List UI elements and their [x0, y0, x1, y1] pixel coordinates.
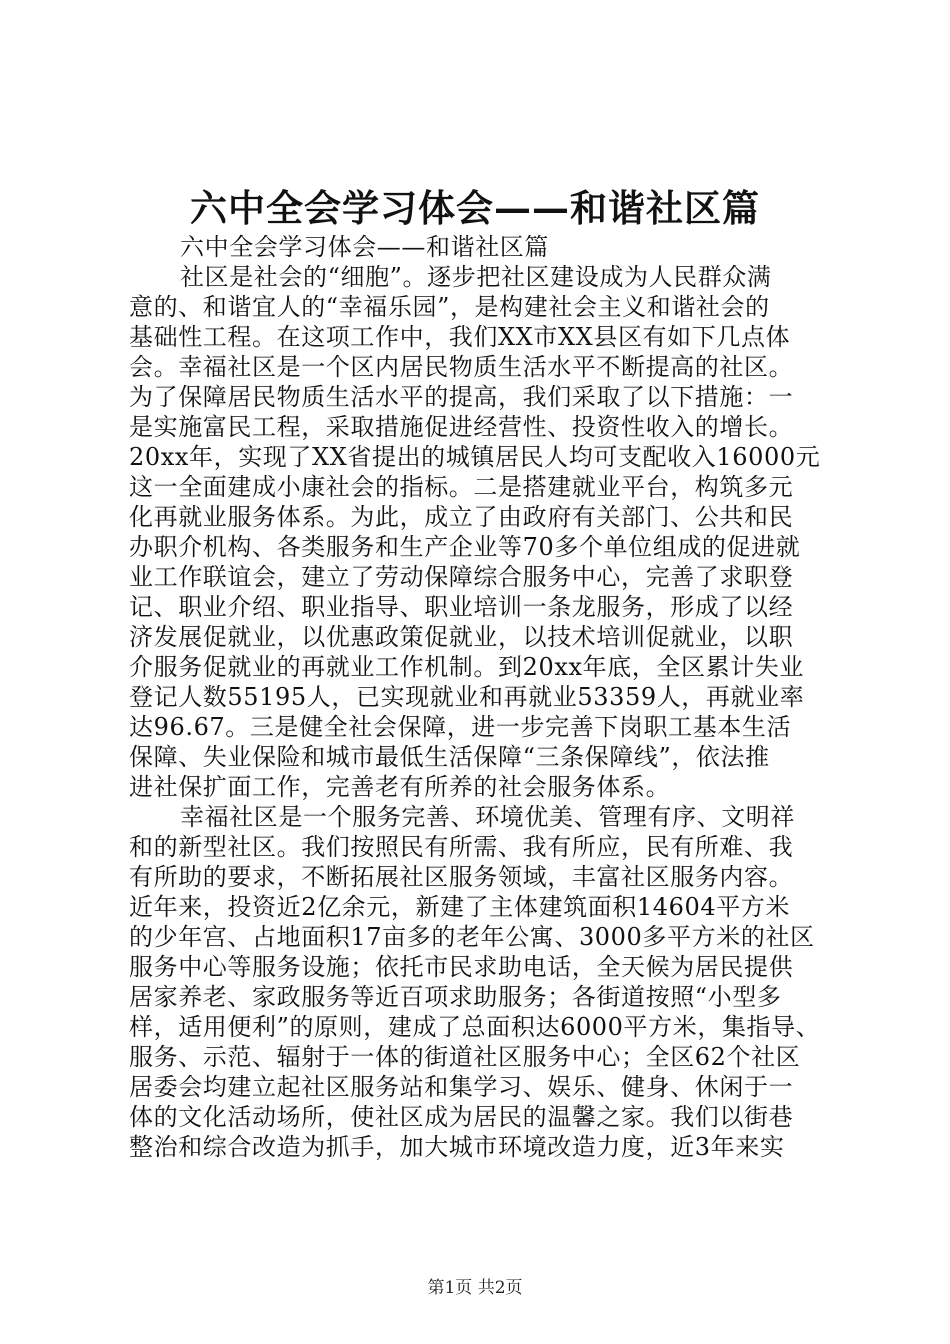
text-line: 化再就业服务体系。为此，成立了由政府有关部门、公共和民	[129, 503, 794, 531]
text-line: 是实施富民工程，采取措施促进经营性、投资性收入的增长。	[129, 413, 794, 441]
text-line: 基础性工程。在这项工作中，我们XX市XX县区有如下几点体	[129, 323, 791, 351]
text-line: 服务、示范、辐射于一体的街道社区服务中心；全区62个社区	[129, 1043, 801, 1071]
text-line: 办职介机构、各类服务和生产企业等70多个单位组成的促进就	[129, 533, 801, 561]
text-line: 有所助的要求，不断拓展社区服务领域，丰富社区服务内容。	[129, 863, 794, 891]
text-line: 整治和综合改造为抓手，加大城市环境改造力度，近3年来实	[129, 1133, 785, 1161]
text-line: 居委会均建立起社区服务站和集学习、娱乐、健身、休闲于一	[129, 1073, 794, 1101]
text-line: 近年来，投资近2亿余元，新建了主体建筑面积14604平方米	[129, 893, 791, 921]
text-line: 为了保障居民物质生活水平的提高，我们采取了以下措施：一	[129, 383, 794, 411]
text-line: 登记人数55195人，已实现就业和再就业53359人，再就业率	[129, 683, 805, 711]
text-line: 意的、和谐宜人的“幸福乐园”，是构建社会主义和谐社会的	[129, 293, 770, 321]
text-line: 保障、失业保险和城市最低生活保障“三条保障线”，依法推	[129, 743, 770, 771]
text-line: 达96.67。三是健全社会保障，进一步完善下岗职工基本生活	[129, 713, 792, 741]
text-line: 的少年宫、占地面积17亩多的老年公寓、3000多平方米的社区	[129, 923, 815, 951]
text-line: 记、职业介绍、职业指导、职业培训一条龙服务，形成了以经	[129, 593, 794, 621]
document-body	[129, 232, 831, 1162]
text-line: 和的新型社区。我们按照民有所需、我有所应，民有所难、我	[129, 833, 794, 861]
text-line: 幸福社区是一个服务完善、环境优美、管理有序、文明祥	[180, 803, 795, 831]
text-line: 服务中心等服务设施；依托市民求助电话，全天候为居民提供	[129, 953, 794, 981]
document-title: 六中全会学习体会——和谐社区篇	[190, 186, 760, 230]
text-line: 居家养老、家政服务等近百项求助服务；各街道按照“小型多	[129, 983, 782, 1011]
text-line: 业工作联谊会，建立了劳动保障综合服务中心，完善了求职登	[129, 563, 794, 591]
text-line: 济发展促就业，以优惠政策促就业，以技术培训促就业，以职	[129, 623, 794, 651]
text-line: 体的文化活动场所，使社区成为居民的温馨之家。我们以街巷	[129, 1103, 794, 1131]
text-line: 六中全会学习体会——和谐社区篇	[180, 233, 549, 261]
text-line: 会。幸福社区是一个区内居民物质生活水平不断提高的社区。	[129, 353, 794, 381]
text-line: 介服务促就业的再就业工作机制。到20xx年底，全区累计失业	[129, 653, 805, 681]
text-line: 进社保扩面工作，完善老有所养的社会服务体系。	[129, 773, 671, 801]
text-line: 20xx年，实现了XX省提出的城镇居民人均可支配收入16000元	[129, 443, 821, 471]
text-line: 样，适用便利”的原则，建成了总面积达6000平方米，集指导、	[129, 1013, 821, 1041]
text-line: 这一全面建成小康社会的指标。二是搭建就业平台，构筑多元	[129, 473, 794, 501]
text-line: 社区是社会的“细胞”。逐步把社区建设成为人民群众满	[180, 263, 772, 291]
page-number: 第1页 共2页	[427, 1278, 523, 1298]
